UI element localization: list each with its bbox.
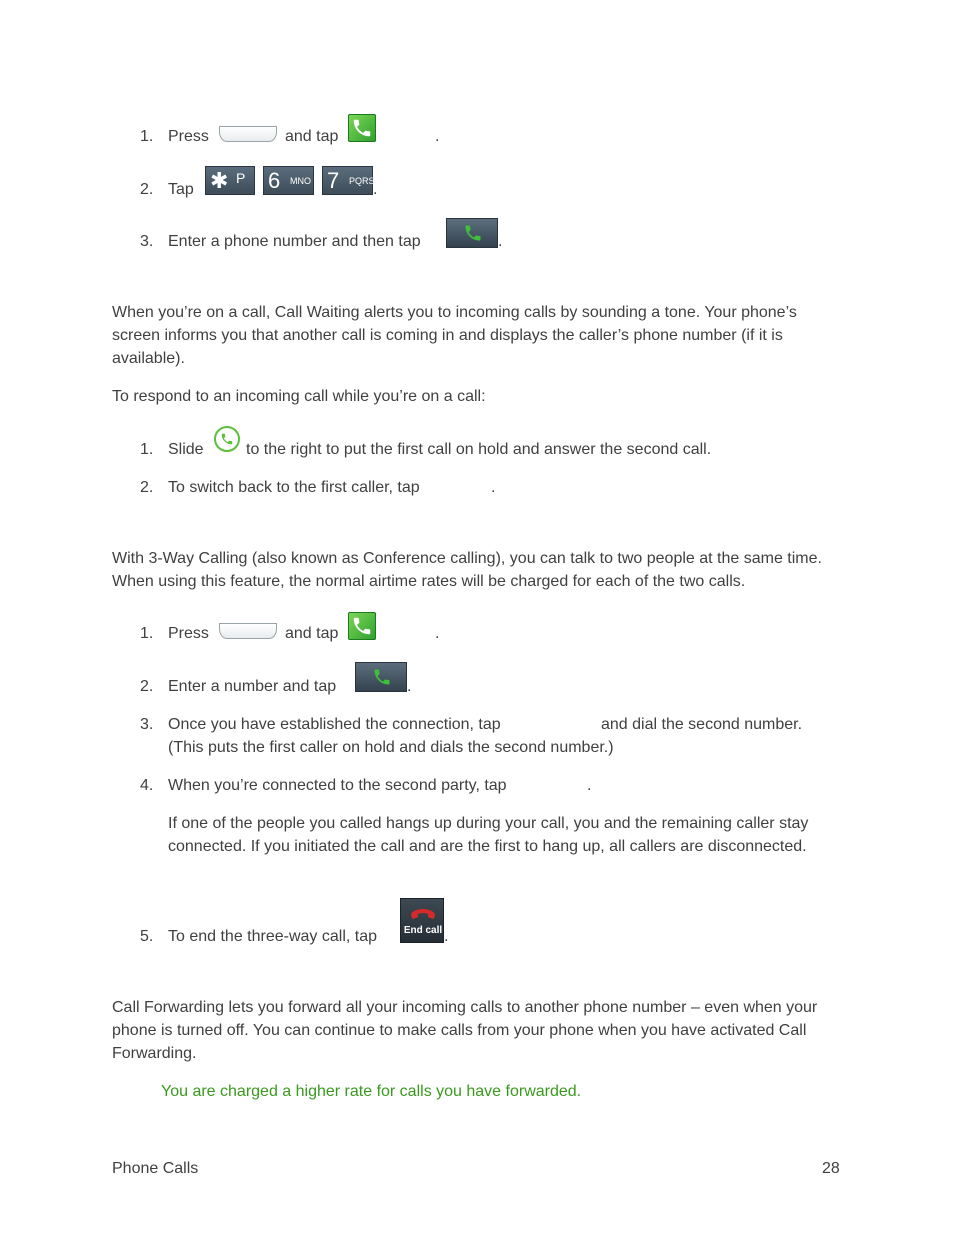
step-text: and dial the second number. [601,716,803,733]
list-number: 2. [140,678,154,695]
step-text: (This puts the first caller on hold and dials the second number.) [168,739,614,756]
step-text: Once you have established the connection, tap [168,716,501,733]
three-way-paragraph: With 3-Way Calling (also known as Conference calling), you can talk to two people at the same time. When using this feature, the normal airtime rates will be charged for each of the two calls. [112,550,822,590]
call-waiting-intro: To respond to an incoming call while you’re on a call: [112,388,486,405]
step-text: . [498,233,503,250]
step-text: . [587,777,592,794]
step-text: . [373,181,378,198]
list-number: 4. [140,777,154,794]
answer-call-icon [214,426,240,452]
home-key-icon [219,623,277,639]
call-forwarding-paragraph: Call Forwarding lets you forward all your incoming calls to another phone number – even when your phone is turned off. You can continue to make calls from your phone when you have activated Call Forwarding. [112,999,818,1062]
list-number: 1. [140,128,154,145]
call-waiting-paragraph: When you’re on a call, Call Waiting alerts you to incoming calls by sounding a tone. Your phone’s screen informs you that another call is coming in and displays the caller’s phone number (if it is available). [112,304,797,367]
step-text: . [435,625,440,642]
list-number: 1. [140,441,154,458]
list-number: 1. [140,625,154,642]
note-text: You are charged a higher rate for calls you have forwarded. [161,1083,582,1100]
step-text: Press [168,128,209,145]
step-text: Enter a number and tap [168,678,337,695]
list-number: 2. [140,479,154,496]
step-text: To end the three-way call, tap [168,928,378,945]
phone-app-icon [348,612,376,640]
step-text: When you’re connected to the second party, tap [168,777,507,794]
step-text: Press [168,625,209,642]
dial-button-icon [446,218,498,248]
step-text: . [407,678,412,695]
list-number: 2. [140,181,154,198]
list-number: 5. [140,928,154,945]
page-number: 28 [822,1160,840,1177]
seven-key-icon: 7 PQRS [322,166,373,195]
footer-section: Phone Calls [112,1160,199,1177]
end-call-icon: End call [400,898,444,943]
step-text: . [435,128,440,145]
step-text: Enter a phone number and then tap [168,233,421,250]
home-key-icon [219,126,277,142]
step-text: Tap [168,181,194,198]
step-note: If one of the people you called hangs up during your call, you and the remaining caller stay connected. If you initiated the call and are the first to hang up, all callers are disconnected. [168,815,809,855]
step-text: and tap [285,128,339,145]
dial-button-icon [355,662,407,692]
step-text: . [444,928,449,945]
step-text: to the right to put the first call on hold and answer the second call. [246,441,712,458]
step-text: . [491,479,496,496]
step-text: To switch back to the first caller, tap [168,479,420,496]
star-key-icon: ✱ P [205,166,255,195]
list-number: 3. [140,716,154,733]
list-number: 3. [140,233,154,250]
phone-app-icon [348,114,376,142]
step-text: Slide [168,441,204,458]
step-text: and tap [285,625,339,642]
six-key-icon: 6 MNO [263,166,314,195]
